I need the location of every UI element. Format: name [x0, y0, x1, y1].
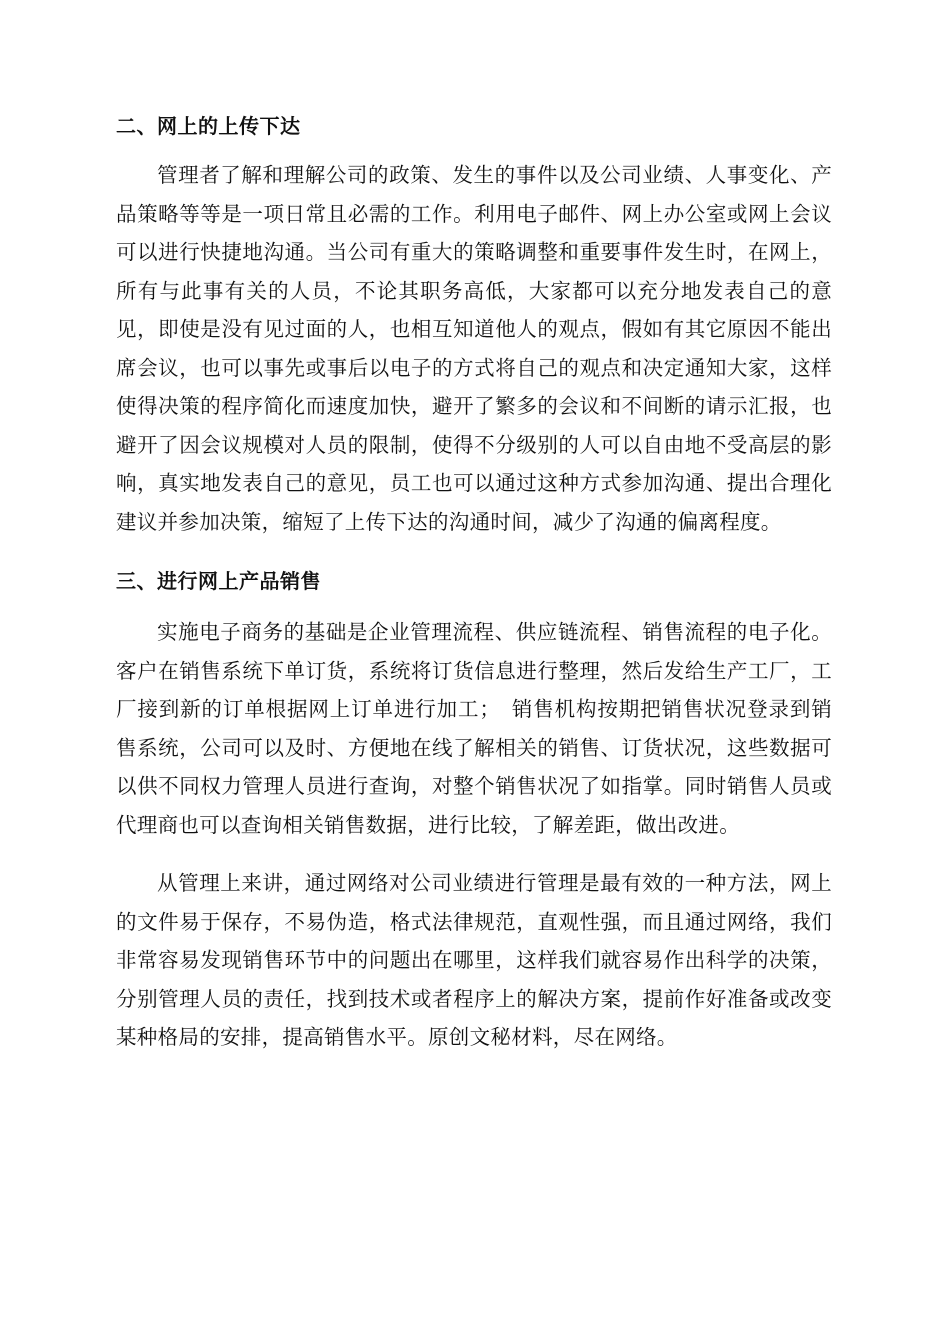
paragraph-online-communication: 管理者了解和理解公司的政策、发生的事件以及公司业绩、人事变化、产品策略等等是一项日常且必需的工作。利用电子邮件、网上办公室或网上会议可以进行快捷地沟通。当公司有重大的策略调整和重要事件发生时，在网上，所有与此事有关的人员，不论其职务高低，大家都可以充分地发表自己的意见，即使是没有见过面的人，也相互知道他人的观点，假如有其它原因不能出席会议，也可以事先或事后以电子的方式将自己的观点和决定通知大家，这样使得决策的程序简化而速度加快，避开了繁多的会议和不间断的请示汇报，也避开了因会议规模对人员的限制，使得不分级别的人可以自由地不受高层的影响，真实地发表自己的意见，员工也可以通过这种方式参加沟通、提出合理化建议并参加决策，缩短了上传下达的沟通时间，减少了沟通的偏离程度。	[116, 163, 832, 534]
paragraph-online-performance-management: 从管理上来讲，通过网络对公司业绩进行管理是最有效的一种方法，网上的文件易于保存，不易伪造，格式法律规范，直观性强，而且通过网络，我们非常容易发现销售环节中的问题出在哪里，这样我们就容易作出科学的决策，分别管理人员的责任，找到技术或者程序上的解决方案，提前作好准备或改变某种格局的安排，提高销售水平。原创文秘材料，尽在网络。	[116, 871, 832, 1049]
section-heading-online-communication: 二、网上的上传下达	[116, 114, 301, 138]
document-page	[116, 108, 832, 1057]
paragraph-online-sales-process: 实施电子商务的基础是企业管理流程、供应链流程、销售流程的电子化。客户在销售系统下单订货，系统将订货信息进行整理，然后发给生产工厂，工厂接到新的订单根据网上订单进行加工； 销售机构按期把销售状况登录到销售系统，公司可以及时、方便地在线了解相关的销售、订货状况，这些数据可以供不同权力管理人员进行查询，对整个销售状况了如指掌。同时销售人员或代理商也可以查询相关销售数据，进行比较，了解差距，做出改进。	[116, 620, 832, 837]
section-heading-online-sales: 三、进行网上产品销售	[116, 569, 321, 593]
